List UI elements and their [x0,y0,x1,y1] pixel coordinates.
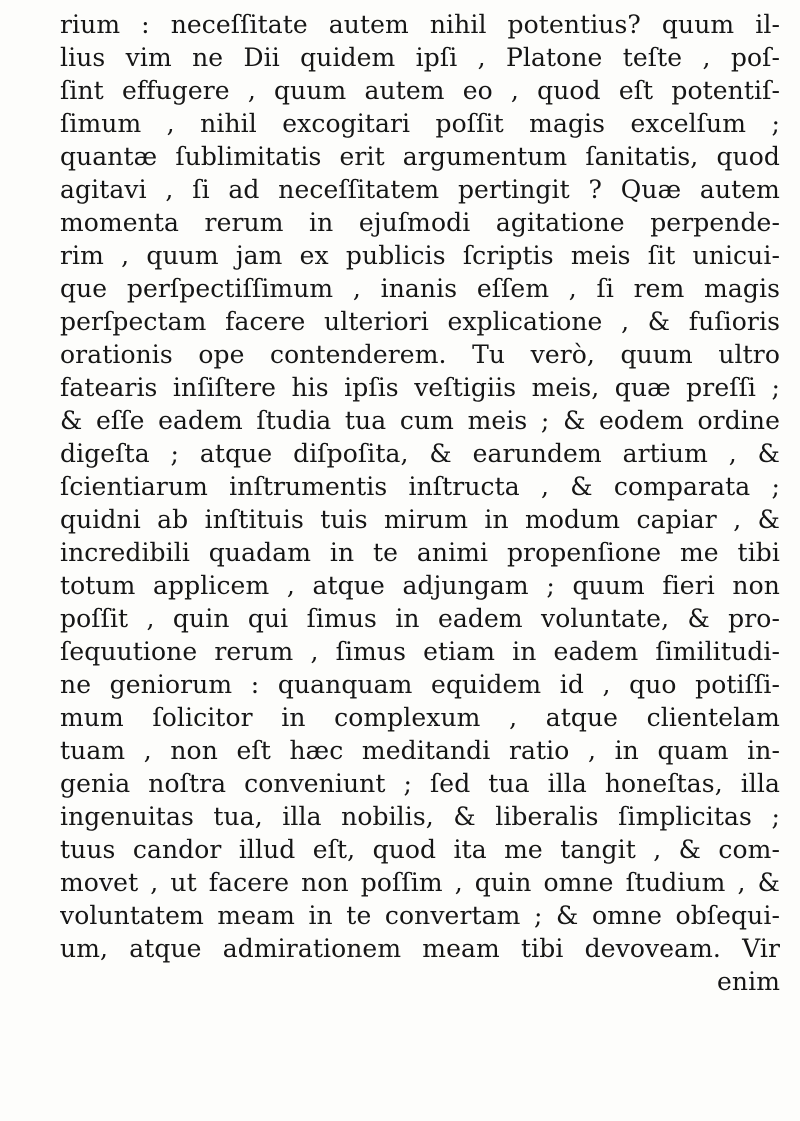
text-line: ſimum , nihil excogitari poſſit magis excelſum ; [60,109,780,138]
text-line: quantæ ſublimitatis erit argumentum ſanitatis, quod [60,142,780,171]
text-line: incredibili quadam in te animi propenſione me tibi [60,538,780,567]
text-line: ſint effugere , quum autem eo , quod eſt potentiſ- [60,76,780,105]
text-line: & eſſe eadem ſtudia tua cum meis ; & eodem ordine [60,406,780,435]
text-line: quidni ab inſtituis tuis mirum in modum capiar , & [60,505,780,534]
text-line: mum ſolicitor in complexum , atque clientelam [60,703,780,732]
text-line: rim , quum jam ex publicis ſcriptis meis ſit unicui- [60,241,780,270]
text-line: tuus candor illud eſt, quod ita me tangit , & com- [60,835,780,864]
text-line: voluntatem meam in te convertam ; & omne obſequi- [60,901,780,930]
text-line: poſſit , quin qui ſimus in eadem voluntate, & pro- [60,604,780,633]
text-line: tuam , non eſt hæc meditandi ratio , in quam in- [60,736,780,765]
text-line: ne geniorum : quanquam equidem id , quo potiſſi- [60,670,780,699]
text-line: perſpectam facere ulteriori explicatione , & fuſioris [60,307,780,336]
text-line: genia noſtra conveniunt ; ſed tua illa honeſtas, illa [60,769,780,798]
text-line: totum applicem , atque adjungam ; quum fieri non [60,571,780,600]
text-line: orationis ope contenderem. Tu verò, quum ultro [60,340,780,369]
text-line: momenta rerum in ejuſmodi agitatione perpende- [60,208,780,237]
text-line: lius vim ne Dii quidem ipſi , Platone teſte , poſ- [60,43,780,72]
text-line: ſcientiarum inſtrumentis inſtructa , & comparata ; [60,472,780,501]
latin-text-block [60,8,780,998]
text-line: ingenuitas tua, illa nobilis, & liberalis ſimplicitas ; [60,802,780,831]
catchword: enim [717,967,780,996]
text-line: fatearis inſiſtere his ipſis veſtigiis meis, quæ preſſi ; [60,373,780,402]
text-line: que perſpectiſſimum , inanis eſſem , ſi rem magis [60,274,780,303]
text-line: rium : neceſſitate autem nihil potentius? quum il- [60,10,780,39]
text-line: digeſta ; atque diſpoſita, & earundem artium , & [60,439,780,468]
text-line: agitavi , ſi ad neceſſitatem pertingit ? Quæ autem [60,175,780,204]
text-line: ſequutione rerum , ſimus etiam in eadem ſimilitudi- [60,637,780,666]
text-line: movet , ut facere non poſſim , quin omne ſtudium , & [60,868,780,897]
text-line: um, atque admirationem meam tibi devoveam. Vir [60,934,780,963]
